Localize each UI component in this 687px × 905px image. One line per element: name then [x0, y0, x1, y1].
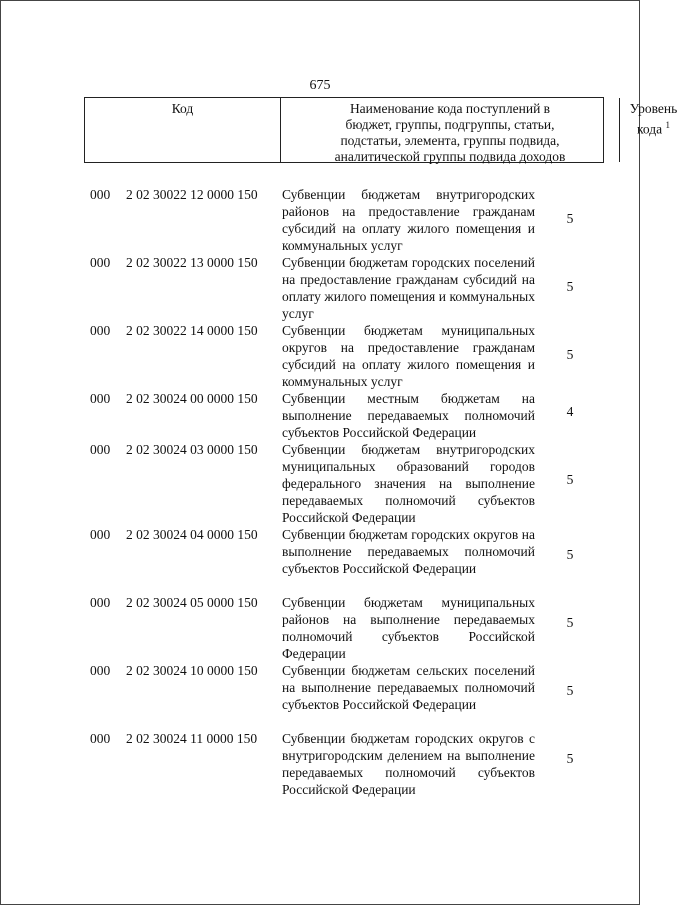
- row-level: 5: [566, 683, 574, 698]
- header-name-line: Наименование кода поступлений в: [349, 101, 551, 116]
- row-code: 2 02 30022 14 0000 150: [126, 323, 258, 338]
- row-prefix: 000: [90, 595, 111, 610]
- row-code: 2 02 30024 10 0000 150: [126, 663, 258, 678]
- header-name: [281, 98, 620, 162]
- row-name: Субвенции бюджетам городских округов на выполнение передаваемых полномочий субъектов Российской Федерации: [282, 527, 535, 576]
- header-level-line: [620, 117, 687, 138]
- row-code: 2 02 30024 04 0000 150: [126, 527, 258, 542]
- header-name-line: подстатьи, элемента, группы подвида,: [340, 133, 560, 148]
- row-name: Субвенции местным бюджетам на выполнение передаваемых полномочий субъектов Российской Федерации: [282, 391, 535, 440]
- row-prefix: 000: [90, 442, 111, 457]
- header-level: [620, 98, 687, 162]
- row-level: 5: [566, 751, 574, 766]
- row-prefix: 000: [90, 255, 111, 270]
- row-prefix: 000: [90, 187, 111, 202]
- row-name: Субвенции бюджетам внутригородских районов на предоставление гражданам субсидий на оплату жилого помещения и коммунальных услуг: [282, 187, 535, 253]
- row-prefix: 000: [90, 663, 111, 678]
- row-code: 2 02 30022 13 0000 150: [126, 255, 258, 270]
- row-prefix: 000: [90, 731, 111, 746]
- row-code: 2 02 30024 00 0000 150: [126, 391, 258, 406]
- row-prefix: 000: [90, 391, 111, 406]
- row-code: 2 02 30024 11 0000 150: [126, 731, 258, 746]
- header-level-label: кода: [637, 121, 663, 137]
- row-prefix: 000: [90, 323, 111, 338]
- row-level: 4: [566, 404, 574, 419]
- row-level: 5: [566, 615, 574, 630]
- row-name: Субвенции бюджетам внутригородских муниципальных образований городов федерального значения на выполнение передаваемых полномочий субъектов Российской Федерации: [282, 442, 535, 525]
- header-code: Код: [85, 98, 281, 162]
- row-level: 5: [566, 347, 574, 362]
- row-prefix: 000: [90, 527, 111, 542]
- row-code: 2 02 30024 03 0000 150: [126, 442, 258, 457]
- row-name: Субвенции бюджетам муниципальных округов на предоставление гражданам субсидий на оплату жилого помещения и коммунальных услуг: [282, 323, 535, 389]
- header-level-footnote: 1: [665, 120, 670, 130]
- page-number: 675: [309, 78, 331, 93]
- row-level: 5: [566, 472, 574, 487]
- table-header: [84, 97, 678, 164]
- row-name: Субвенции бюджетам городских округов с внутригородским делением на выполнение передаваемых полномочий субъектов Российской Федерации: [282, 731, 535, 797]
- header-level-line: Уровень: [629, 101, 678, 116]
- row-code: 2 02 30022 12 0000 150: [126, 187, 258, 202]
- row-level: 5: [566, 279, 574, 294]
- row-code: 2 02 30024 05 0000 150: [126, 595, 258, 610]
- row-level: 5: [566, 547, 574, 562]
- row-name: Субвенции бюджетам городских поселений на предоставление гражданам субсидий на оплату жилого помещения и коммунальных услуг: [282, 255, 535, 321]
- row-name: Субвенции бюджетам муниципальных районов на выполнение передаваемых полномочий субъектов Российской Федерации: [282, 595, 535, 661]
- row-level: 5: [566, 211, 574, 226]
- row-name: Субвенции бюджетам сельских поселений на выполнение передаваемых полномочий субъектов Российской Федерации: [282, 663, 535, 712]
- header-name-line: бюджет, группы, подгруппы, статьи,: [345, 117, 555, 132]
- header-name-line: аналитической группы подвида доходов: [334, 149, 566, 164]
